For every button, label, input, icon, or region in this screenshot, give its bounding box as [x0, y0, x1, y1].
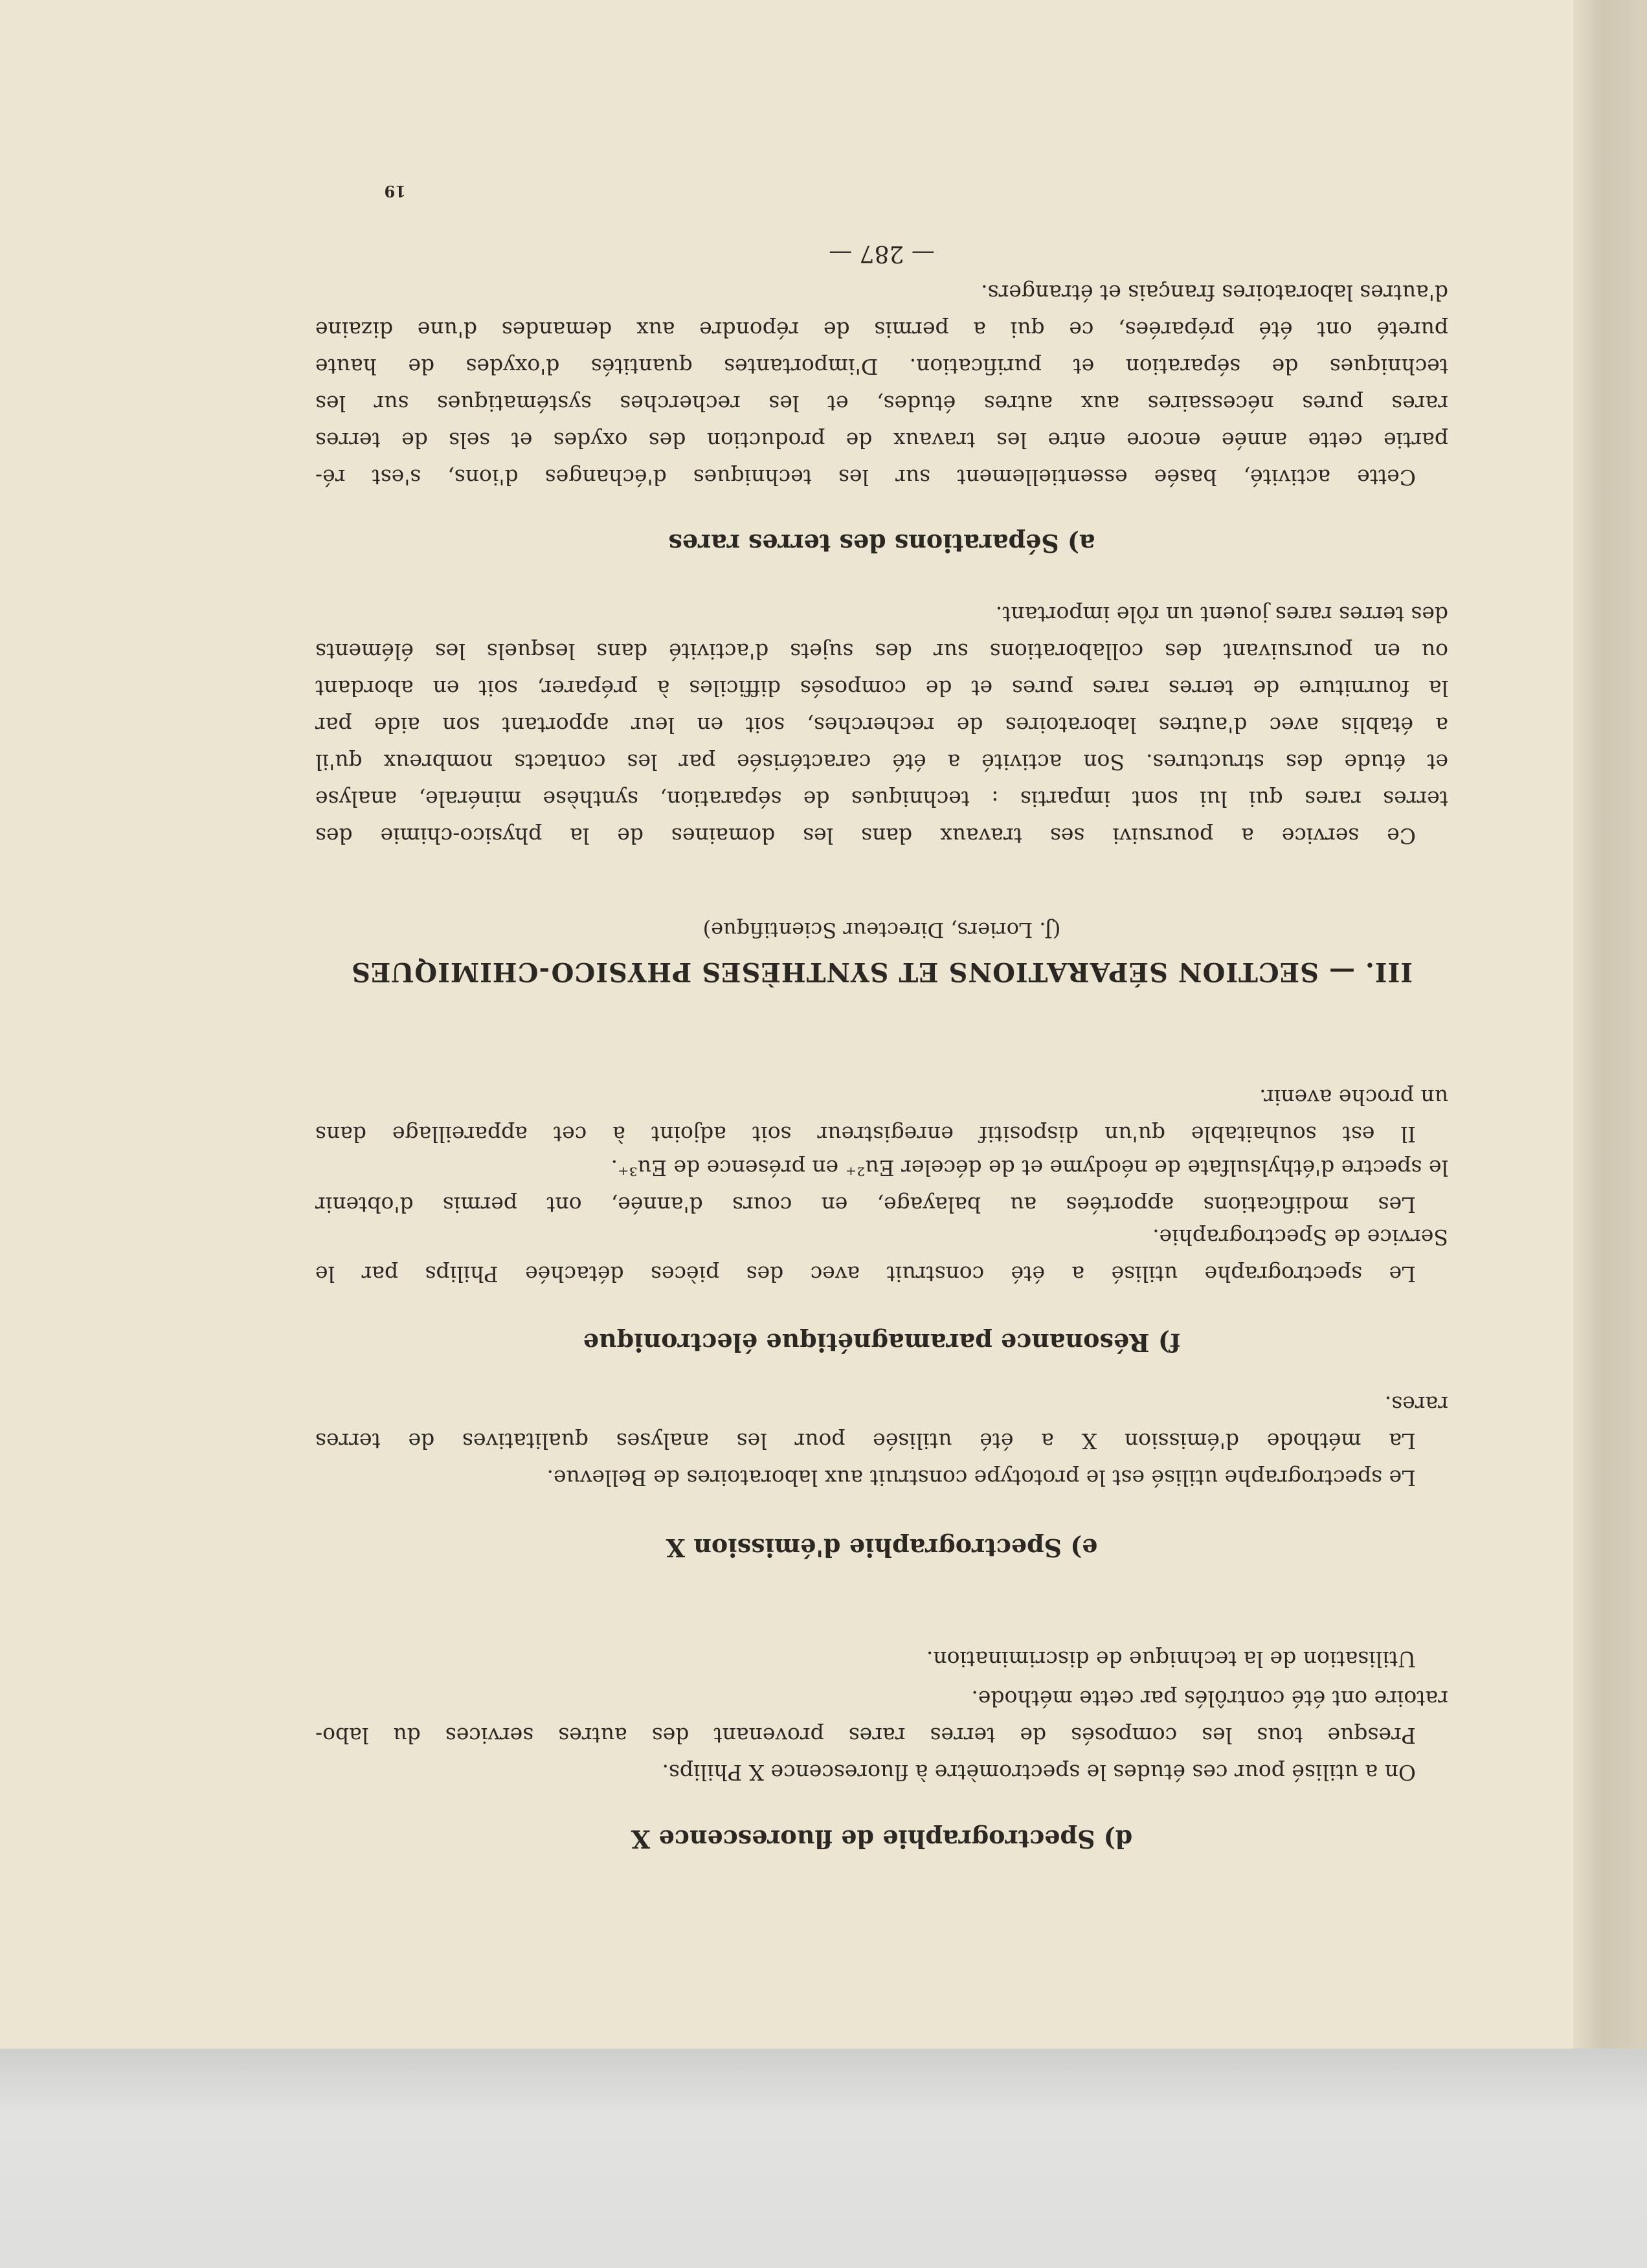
text-line: rares.: [1384, 1392, 1448, 1417]
text-line: ou en poursuivant des collaborations sur des sujets d'activité dans lesquels les éléments: [315, 639, 1448, 664]
paragraph: [315, 1386, 1448, 1460]
page-number: 19: [384, 182, 406, 201]
paragraph: [315, 1150, 1448, 1223]
paragraph: [315, 596, 1448, 854]
text-line: techniques de séparation et purification. D'importantes quantités d'oxydes de haute: [315, 354, 1448, 379]
text-line: un proche avenir.: [1259, 1085, 1448, 1110]
text-line: La méthode d'émission X a été utilisée pour les analyses qualitatives de terres: [315, 1429, 1416, 1454]
folio: — 287 —: [829, 240, 935, 267]
paragraph: [315, 1219, 1448, 1293]
page-content-upside-down: [315, 168, 1448, 1864]
text-line: ratoire ont été contrôlés par cette méthode.: [971, 1686, 1448, 1711]
text-line: d'autres laboratoires français et étrangers.: [981, 280, 1448, 306]
text-line: Ce service a poursuivi ses travaux dans les domaines de la physico-chimie des: [315, 823, 1416, 849]
section-title: III. — SECTION SÉPARATIONS ET SYNTHÈSES PHYSICO-CHIMIQUES: [351, 957, 1413, 987]
heading-d: d) Spectrographie de fluorescence X: [631, 1825, 1133, 1854]
scanner-background: [0, 2049, 1647, 2268]
paragraph: [315, 1754, 1448, 1791]
section-director: (J. Loriers, Directeur Scientifique): [702, 918, 1061, 942]
text-line: Le spectrographe utilisé est le prototype construit aux laboratoires de Bellevue.: [546, 1465, 1416, 1491]
text-line: partie cette année encore entre les travaux de production des oxydes et sels de terres: [315, 428, 1448, 453]
text-line: Presque tous les composés de terres rares provenant des autres services du labo-: [315, 1723, 1416, 1748]
paragraph: [315, 1460, 1448, 1496]
text-line: terres rares qui lui sont impartis : techniques de séparation, synthèse minérale, analyse: [315, 786, 1448, 812]
paragraph: [315, 1079, 1448, 1153]
text-line: rares pures nécessaires aux autres études, et les recherches systématiques sur les: [315, 391, 1448, 416]
paragraph: [315, 274, 1448, 496]
book-gutter-shadow: [1573, 0, 1647, 2049]
heading-f: f) Résonance paramagnétique électronique: [583, 1328, 1181, 1357]
paragraph: [315, 1641, 1448, 1678]
heading-a: a) Séparations des terres rares: [668, 529, 1095, 558]
text-line: des terres rares jouent un rôle important.: [995, 602, 1448, 627]
text-line: Service de Spectrographie.: [1152, 1225, 1448, 1250]
text-line: a établis avec d'autres laboratoires de recherches, soit en leur apportant son aide par: [315, 713, 1448, 738]
text-line: Les modifications apportées au balayage, en cours d'année, ont permis d'obtenir: [315, 1192, 1416, 1217]
text-line: Utilisation de la technique de discrimination.: [926, 1647, 1416, 1672]
text-line: et étude des structures. Son activité a été caractérisée par les contacts nombreux qu'il: [315, 750, 1448, 775]
text-line: la fourniture de terres rares pures et de composés difficiles à préparer, soit en abordant: [315, 676, 1448, 701]
text-line: le spectre d'éthylsulfate de néodyme et de déceler Eu²⁺ en présence de Eu³⁺.: [611, 1155, 1448, 1181]
text-line: Le spectrographe utilisé a été construit avec des pièces détachée Philips par le: [315, 1262, 1416, 1287]
text-line: pureté ont été préparées, ce qui a permis de répondre aux demandes d'une dizaine: [315, 317, 1448, 342]
text-line: On a utilisé pour ces études le spectromètre à fluorescence X Philips.: [662, 1760, 1416, 1785]
text-line: Cette activité, basée essentiellement sur les techniques d'échanges d'ions, s'est ré-: [315, 465, 1416, 490]
paragraph: [315, 1680, 1448, 1754]
text-line: Il est souhaitable qu'un dispositif enregistreur soit adjoint à cet appareillage dans: [315, 1122, 1416, 1147]
heading-e: e) Spectrographie d'émission X: [666, 1533, 1098, 1562]
